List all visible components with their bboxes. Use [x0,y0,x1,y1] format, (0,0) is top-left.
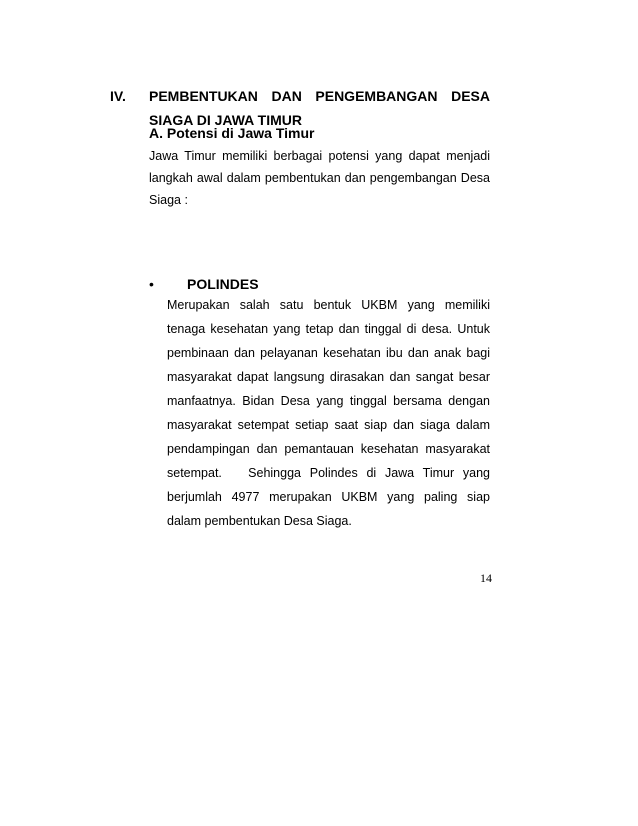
paragraph-line: pembinaan dan pelayanan kesehatan ibu dan anak bagi [167,346,490,360]
chapter-title-line: PEMBENTUKAN DAN PENGEMBANGAN DESA [149,88,490,104]
paragraph-line: dalam pembentukan Desa Siaga. [167,514,352,528]
paragraph-line: masyarakat setempat setiap saat siap dan siaga dalam [167,418,490,432]
paragraph-line: Jawa Timur memiliki berbagai potensi yang dapat menjadi [149,149,490,163]
paragraph-line: Siaga : [149,193,188,207]
page-number: 14 [480,571,492,585]
paragraph-line: manfaatnya. Bidan Desa yang tinggal bersama dengan [167,394,490,408]
bullet-label: POLINDES [187,276,259,292]
bullet-icon: • [149,276,154,292]
section-heading: A. Potensi di Jawa Timur [149,125,315,141]
paragraph-line: tenaga kesehatan yang tetap dan tinggal di desa. Untuk [167,322,490,336]
paragraph-line: setempat. Sehingga Polindes di Jawa Timur yang [167,466,490,480]
paragraph-line: berjumlah 4977 merupakan UKBM yang paling siap [167,490,490,504]
chapter-title-line: SIAGA DI JAWA TIMUR [149,112,302,128]
chapter-number: IV. [110,88,126,104]
bullet-paragraph [167,293,490,533]
paragraph-line: pendampingan dan pemantauan kesehatan masyarakat [167,442,490,456]
paragraph-line: Merupakan salah satu bentuk UKBM yang memiliki [167,298,490,312]
paragraph-line: langkah awal dalam pembentukan dan pengembangan Desa [149,171,490,185]
intro-paragraph [149,145,490,211]
paragraph-line: masyarakat dapat langsung dirasakan dan sangat besar [167,370,490,384]
